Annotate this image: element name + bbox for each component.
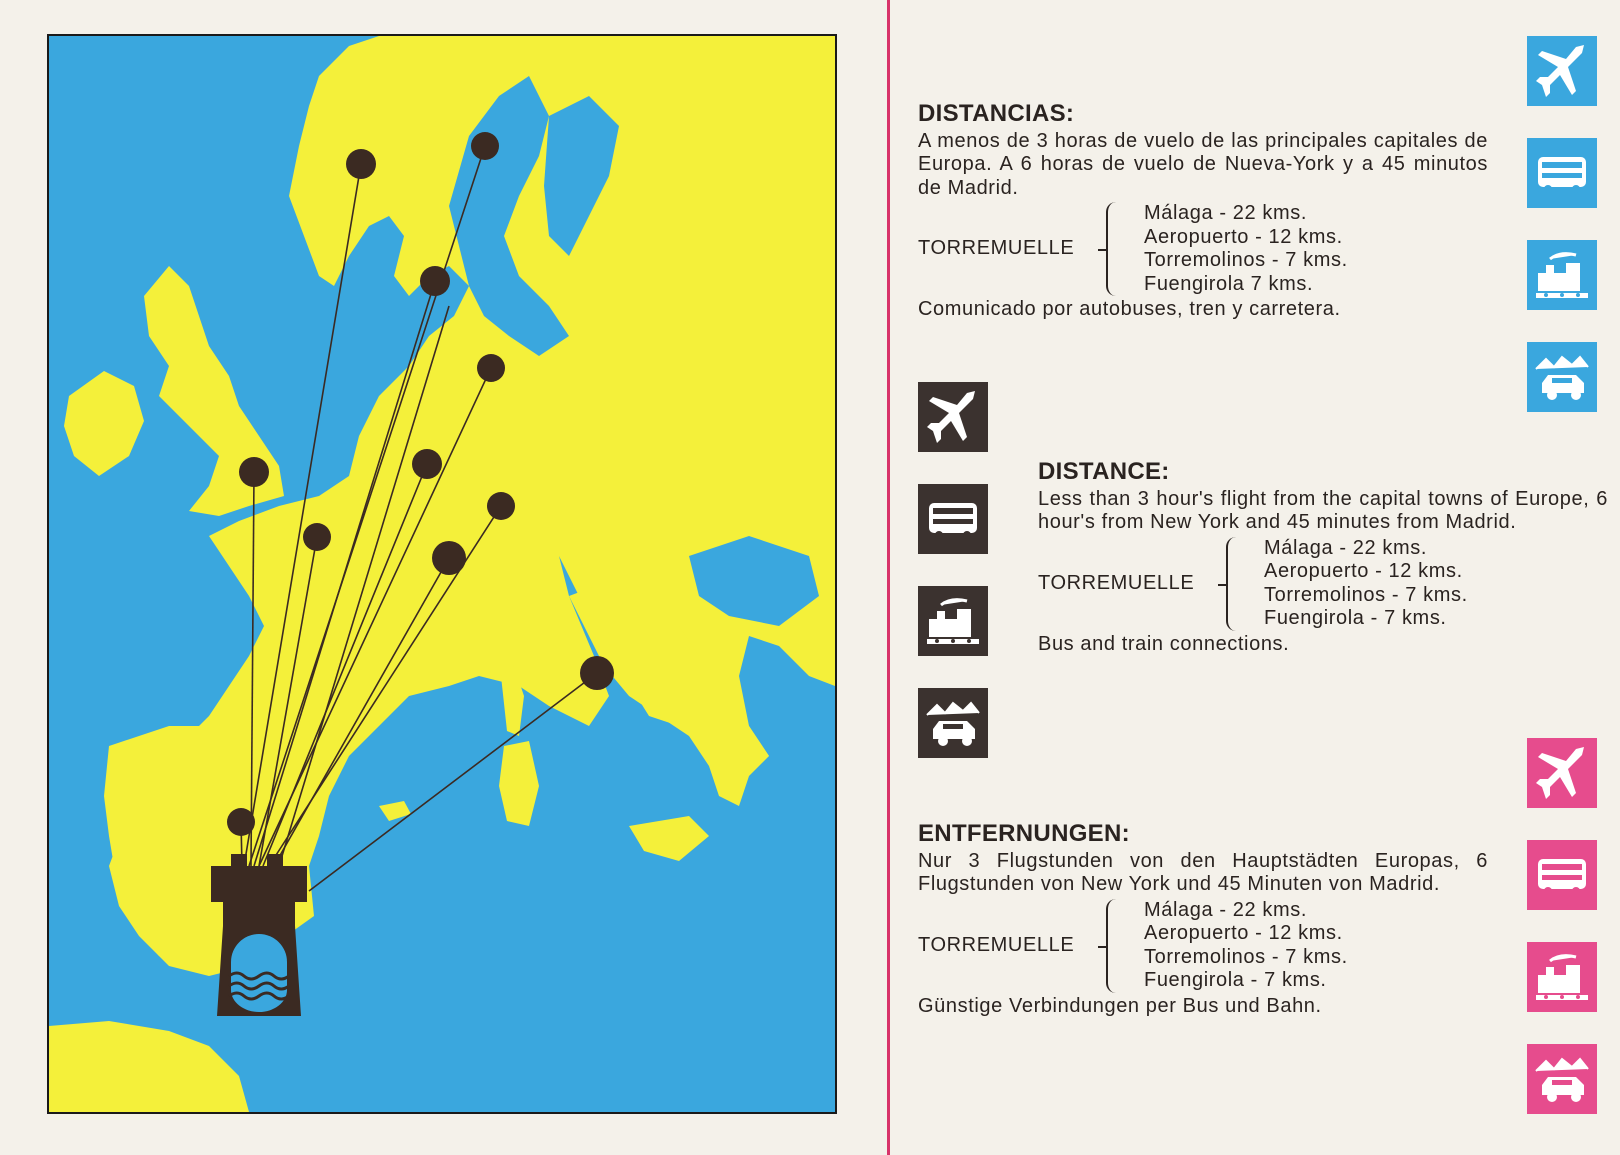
- city-marker: [239, 457, 269, 487]
- city-marker: [432, 541, 466, 575]
- section-heading: DISTANCIAS:: [918, 100, 1075, 127]
- section-footer: Bus and train connections.: [1038, 632, 1290, 655]
- distance-item: Málaga - 22 kms.: [1144, 898, 1307, 921]
- airplane-icon: [1527, 738, 1597, 808]
- distance-item: Torremolinos - 7 kms.: [1264, 583, 1468, 606]
- distance-item: Fuengirola - 7 kms.: [1144, 969, 1327, 991]
- section-footer: Comunicado por autobuses, tren y carretera.: [918, 298, 1341, 320]
- car-icon: [1527, 342, 1597, 412]
- section-intro: A menos de 3 horas de vuelo de las principales capitales de Europa. A 6 horas de vuelo de Nueva-York y a 45 minutos de Madrid.: [918, 129, 1488, 199]
- distance-block: [918, 899, 1488, 993]
- distance-list: [1144, 899, 1348, 993]
- train-icon: [1527, 942, 1597, 1012]
- section-german: [918, 822, 1488, 1018]
- car-icon: [918, 688, 988, 758]
- car-icon: [1527, 1044, 1597, 1114]
- city-marker: [346, 149, 376, 179]
- city-marker: [477, 354, 505, 382]
- airplane-icon: [1527, 36, 1597, 106]
- train-icon: [918, 586, 988, 656]
- bus-icon: [1527, 840, 1597, 910]
- page-divider: [887, 0, 890, 1155]
- bus-icon: [1527, 138, 1597, 208]
- section-footer: Günstige Verbindungen per Bus und Bahn.: [918, 994, 1322, 1017]
- section-intro: Nur 3 Flugstunden von den Hauptstädten Europas, 6 Flugstunden von New York und 45 Minuten von Madrid.: [918, 849, 1488, 895]
- distance-item: Málaga - 22 kms.: [1264, 536, 1427, 559]
- city-marker: [420, 266, 450, 296]
- distance-item: Aeropuerto - 12 kms.: [1144, 922, 1343, 944]
- distance-item: Aeropuerto - 12 kms.: [1264, 560, 1463, 582]
- europe-map: [47, 34, 837, 1114]
- brace: [1226, 537, 1250, 631]
- brace: [1106, 202, 1130, 296]
- distance-list: [1264, 537, 1468, 631]
- section-spanish: [918, 102, 1488, 322]
- origin-label: TORREMUELLE: [1038, 571, 1195, 594]
- brace: [1106, 899, 1130, 993]
- city-marker: [227, 808, 255, 836]
- origin-label: TORREMUELLE: [918, 933, 1075, 956]
- city-marker: [412, 449, 442, 479]
- distance-list: [1144, 202, 1348, 296]
- section-intro: Less than 3 hour's flight from the capital towns of Europe, 6 hour's from New York and 45 minutes from Madrid.: [1038, 487, 1608, 533]
- distance-item: Torremolinos - 7 kms.: [1144, 249, 1348, 271]
- distance-item: Málaga - 22 kms.: [1144, 202, 1307, 224]
- section-heading: ENTFERNUNGEN:: [918, 820, 1130, 847]
- tower-emblem: [211, 854, 307, 1016]
- europe-map-illustration: [49, 36, 835, 1112]
- section-english: [1038, 460, 1608, 656]
- distance-block: [918, 202, 1488, 296]
- city-marker: [471, 132, 499, 160]
- distance-item: Fuengirola 7 kms.: [1144, 272, 1314, 295]
- section-heading: DISTANCE:: [1038, 458, 1170, 485]
- city-marker: [487, 492, 515, 520]
- origin-label: TORREMUELLE: [918, 237, 1075, 260]
- bus-icon: [918, 484, 988, 554]
- city-marker: [580, 656, 614, 690]
- distance-block: [1038, 537, 1608, 631]
- distance-item: Aeropuerto - 12 kms.: [1144, 225, 1343, 248]
- train-icon: [1527, 240, 1597, 310]
- distance-item: Torremolinos - 7 kms.: [1144, 945, 1348, 968]
- airplane-icon: [918, 382, 988, 452]
- city-marker: [303, 523, 331, 551]
- distance-item: Fuengirola - 7 kms.: [1264, 607, 1447, 629]
